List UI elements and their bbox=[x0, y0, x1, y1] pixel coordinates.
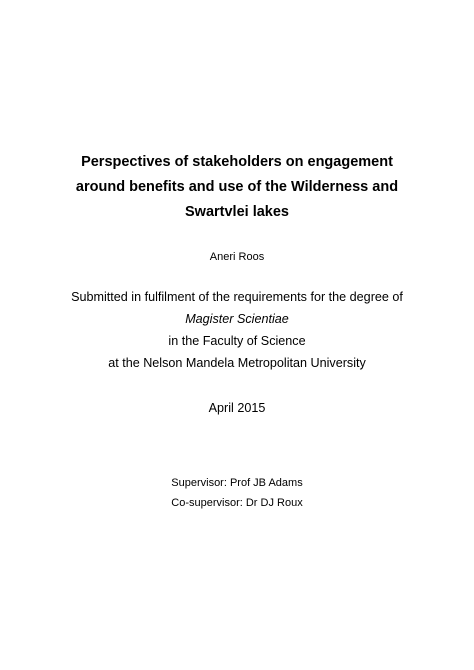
thesis-title-line-3: Swartvlei lakes bbox=[185, 204, 289, 220]
thesis-title-line-1: Perspectives of stakeholders on engagement bbox=[81, 154, 393, 170]
submission-date: April 2015 bbox=[208, 401, 266, 415]
author-name: Aneri Roos bbox=[209, 251, 265, 263]
degree-name: Magister Scientiae bbox=[185, 312, 289, 326]
submission-statement: Submitted in fulfilment of the requirements for the degree of bbox=[71, 290, 403, 304]
thesis-title-line-2: around benefits and use of the Wilderness and bbox=[75, 179, 399, 195]
university-name: at the Nelson Mandela Metropolitan University bbox=[108, 356, 366, 370]
faculty-name: in the Faculty of Science bbox=[168, 334, 306, 348]
supervisor: Supervisor: Prof JB Adams bbox=[171, 477, 303, 489]
co-supervisor: Co-supervisor: Dr DJ Roux bbox=[171, 497, 303, 509]
